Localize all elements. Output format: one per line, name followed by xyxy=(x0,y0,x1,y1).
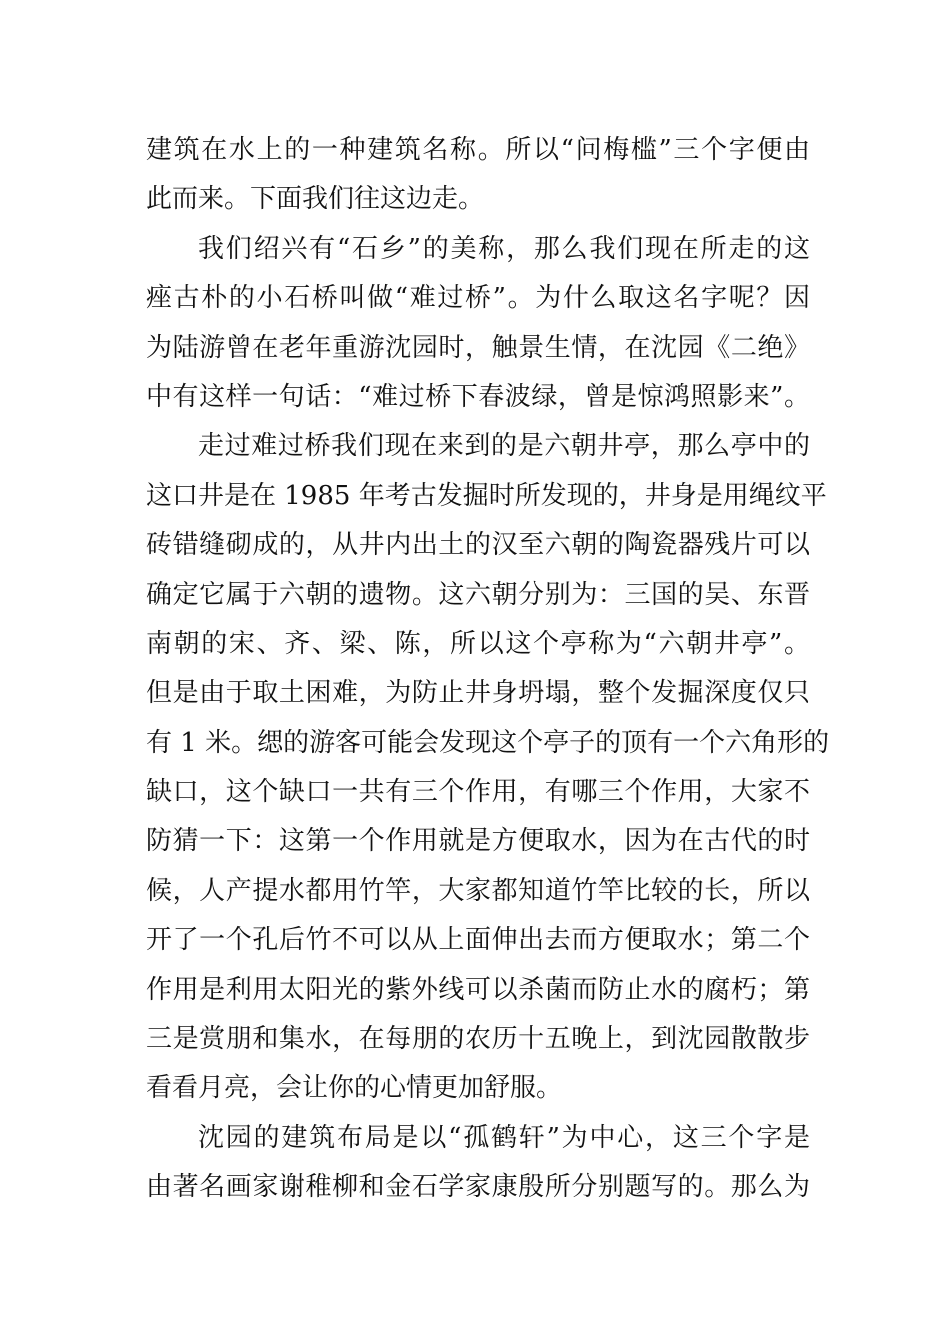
text-line: 开了一个孔后竹不可以从上面伸出去而方便取水；第二个 xyxy=(146,925,810,956)
text-line: 缺口，这个缺口一共有三个作用，有哪三个作用，大家不 xyxy=(146,777,810,808)
document-body xyxy=(146,126,830,1213)
text-line: 作用是利用太阳光的紫外线可以杀菌而防止水的腐朽；第 xyxy=(146,974,810,1005)
text-line: 这口井是在 1985 年考古发掘时所发现的，井身是用绳纹平 xyxy=(146,480,827,511)
text-line: 痤古朴的小石桥叫做“难过桥”。为什么取这名字呢？因 xyxy=(146,283,810,314)
text-line: 三是赏朋和集水，在每朋的农历十五晚上，到沈园散散步 xyxy=(146,1024,810,1055)
text-line: 此而来。下面我们往这边走。 xyxy=(146,184,485,215)
text-line: 确定它属于六朝的遗物。这六朝分别为：三国的吴、东晋 xyxy=(146,579,810,610)
text-line: 走过难过桥我们现在来到的是六朝井亭，那么亭中的 xyxy=(198,431,810,462)
text-line: 建筑在水上的一种建筑名称。所以“问梅槛”三个字便由 xyxy=(146,135,810,165)
text-line: 沈园的建筑布局是以“孤鹤轩”为中心，这三个字是 xyxy=(198,1122,810,1153)
text-line: 为陆游曾在老年重游沈园时，触景生情，在沈园《二绝》 xyxy=(146,332,810,363)
text-line: 有 1 米。缌的游客可能会发现这个亭子的顶有一个六角形的 xyxy=(146,727,830,758)
text-line: 砖错缝砌成的，从井内出土的汉至六朝的陶瓷器残片可以 xyxy=(146,530,810,561)
text-line: 防猜一下：这第一个作用就是方便取水，因为在古代的时 xyxy=(146,826,810,857)
text-line: 我们绍兴有“石乡”的美称，那么我们现在所走的这 xyxy=(198,233,810,264)
text-line: 但是由于取土困难，为防止井身坍塌，整个发掘深度仅只 xyxy=(146,678,810,709)
text-line: 候，人产提水都用竹竿，大家都知道竹竿比较的长，所以 xyxy=(146,875,810,906)
text-line: 由著名画家谢稚柳和金石学家康殷所分别题写的。那么为 xyxy=(146,1172,810,1203)
text-line: 中有这样一句话：“难过桥下春波绿，曾是惊鸿照影来”。 xyxy=(146,381,810,412)
text-line: 看看月亮，会让你的心情更加舒服。 xyxy=(146,1073,563,1104)
text-line: 南朝的宋、齐、梁、陈，所以这个亭称为“六朝井亭”。 xyxy=(146,628,810,659)
